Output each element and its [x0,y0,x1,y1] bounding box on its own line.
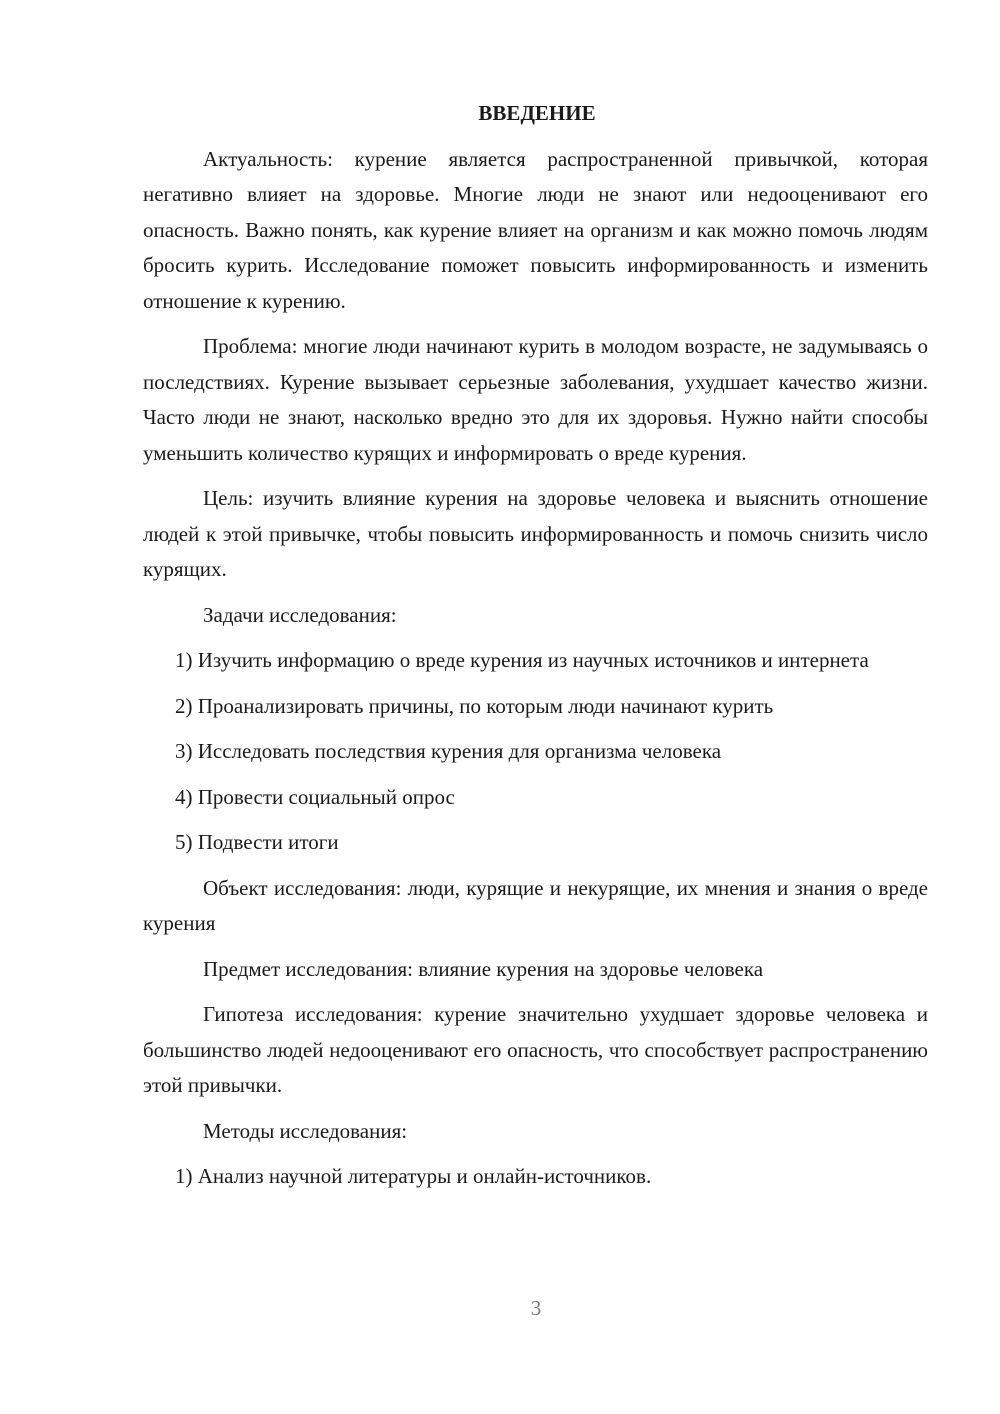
relevance-paragraph: Актуальность: курение является распространенной привычкой, которая негативно влияет на здоровье. Многие люди не знают или недооценивают его опасность. Важно понять, как курение влияет на организм и как можно помочь людям бросить курить. Исследование поможет повысить информированность и изменить отношение к курению. [143,146,928,313]
list-item: 5) Подвести итоги [175,830,339,854]
list-item: 3) Исследовать последствия курения для организма человека [175,739,722,763]
methods-list [143,1159,928,1195]
document-page [143,96,928,1205]
list-item: 1) Анализ научной литературы и онлайн-источников. [175,1164,652,1188]
section-title: ВВЕДЕНИЕ [478,101,596,125]
tasks-heading: Задачи исследования: [203,602,397,627]
subject-paragraph: Предмет исследования: влияние курения на здоровье человека [203,956,764,981]
list-item: 1) Изучить информацию о вреде курения из научных источников и интернета [175,648,869,672]
list-item: 4) Провести социальный опрос [175,784,455,809]
problem-paragraph: Проблема: многие люди начинают курить в молодом возрасте, не задумываясь о последствиях. Курение вызывает серьезные заболевания, ухудшает качество жизни. Часто люди не знают, насколько вредно это для их здоровья. Нужно найти способы уменьшить количество курящих и информировать о вреде курения. [143,334,928,465]
page-number: 3 [530,1296,542,1320]
object-paragraph: Объект исследования: люди, курящие и некурящие, их мнения и знания о вреде курения [143,875,928,935]
tasks-list [143,643,928,861]
goal-paragraph: Цель: изучить влияние курения на здоровье человека и выяснить отношение людей к этой привычке, чтобы повысить информированность и помочь снизить число курящих. [143,486,928,581]
list-item: 2) Проанализировать причины, по которым люди начинают курить [175,693,774,718]
methods-heading: Методы исследования: [203,1118,408,1143]
hypothesis-paragraph: Гипотеза исследования: курение значительно ухудшает здоровье человека и большинство людей недооценивают его опасность, что способствует распространению этой привычки. [143,1002,928,1097]
